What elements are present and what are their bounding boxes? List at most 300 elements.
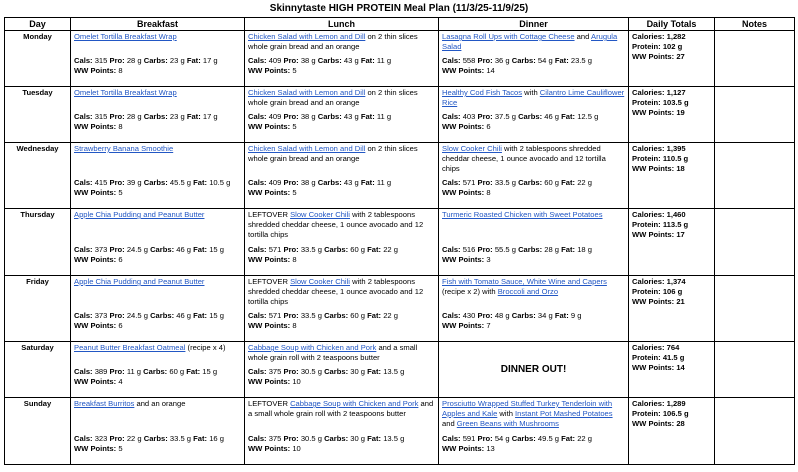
ww-points-value: 8 xyxy=(292,321,297,330)
nutrition-value-pro: 38 g xyxy=(300,56,316,65)
nutrition-label-carbs: Carbs: xyxy=(324,311,349,320)
meal-description xyxy=(442,399,625,429)
total-ww-value: 27 xyxy=(676,52,685,61)
nutrition-value-pro: 55.5 g xyxy=(494,245,516,254)
nutrition-value-fat: 12.5 g xyxy=(577,112,599,121)
spacer xyxy=(74,409,241,434)
meal-description xyxy=(248,32,435,52)
nutrition-value-pro: 33.5 g xyxy=(494,178,516,187)
ww-points-label: WW Points: xyxy=(442,66,485,75)
ww-points-line xyxy=(74,321,241,331)
nutrition-value-carbs: 43 g xyxy=(343,178,359,187)
recipe-link[interactable]: Cabbage Soup with Chicken and Pork xyxy=(290,399,419,408)
nutrition-label-pro: Pro: xyxy=(477,112,493,121)
nutrition-label-cals: Cals: xyxy=(442,311,461,320)
nutrition-label-carbs: Carbs: xyxy=(324,434,349,443)
dinner-cell xyxy=(439,398,629,465)
nutrition-label-pro: Pro: xyxy=(477,178,493,187)
recipe-link[interactable]: Broccoli and Orzo xyxy=(497,287,559,296)
nutrition-line xyxy=(74,367,241,377)
nutrition-value-fat: 11 g xyxy=(376,178,392,187)
nutrition-label-carbs: Carbs: xyxy=(150,245,175,254)
total-protein-label: Protein: xyxy=(632,409,661,418)
nutrition-label-cals: Cals: xyxy=(442,178,461,187)
total-ww-value: 14 xyxy=(676,363,685,372)
nutrition-label-fat: Fat: xyxy=(360,56,375,65)
day-row xyxy=(5,398,795,465)
meal-text: with xyxy=(497,409,516,418)
ww-points-value: 5 xyxy=(292,122,297,131)
nutrition-value-pro: 24.5 g xyxy=(126,311,148,320)
nutrition-label-fat: Fat: xyxy=(561,245,576,254)
nutrition-label-fat: Fat: xyxy=(360,112,375,121)
total-ww-label: WW Points: xyxy=(632,230,675,239)
ww-points-value: 6 xyxy=(118,321,123,330)
recipe-link[interactable]: Instant Pot Mashed Potatoes xyxy=(515,409,613,418)
recipe-link[interactable]: Arugula Salad xyxy=(442,32,618,51)
nutrition-label-cals: Cals: xyxy=(74,434,93,443)
total-protein-line xyxy=(632,287,711,297)
ww-points-line xyxy=(248,377,435,387)
lunch-cell xyxy=(245,31,439,87)
daily-totals-cell xyxy=(629,209,715,276)
ww-points-label: WW Points: xyxy=(442,321,485,330)
nutrition-line xyxy=(442,434,625,444)
nutrition-value-pro: 22 g xyxy=(126,434,142,443)
meal-description xyxy=(248,144,435,164)
ww-points-line xyxy=(248,66,435,76)
total-calories-line xyxy=(632,32,711,42)
total-ww-value: 18 xyxy=(676,164,685,173)
nutrition-value-cals: 409 xyxy=(268,56,282,65)
nutrition-label-fat: Fat: xyxy=(186,367,201,376)
meal-text: (recipe x 4) xyxy=(185,343,226,352)
total-calories-line xyxy=(632,399,711,409)
nutrition-label-cals: Cals: xyxy=(442,245,461,254)
ww-points-value: 5 xyxy=(292,66,297,75)
total-protein-value: 110.5 g xyxy=(662,154,689,163)
ww-points-line xyxy=(74,255,241,265)
nutrition-value-carbs: 45.5 g xyxy=(169,178,192,187)
recipe-link[interactable]: Cilantro Lime Cauliflower Rice xyxy=(442,88,625,107)
ww-points-label: WW Points: xyxy=(248,444,291,453)
total-ww-label: WW Points: xyxy=(632,419,675,428)
recipe-link[interactable]: Apple Chia Pudding and Peanut Butter xyxy=(74,277,205,286)
header-notes: Notes xyxy=(715,18,795,31)
nutrition-value-pro: 33.5 g xyxy=(300,311,322,320)
meal-description xyxy=(74,32,241,42)
total-ww-line xyxy=(632,164,711,174)
total-ww-value: 28 xyxy=(676,419,685,428)
dinner-cell xyxy=(439,342,629,398)
recipe-link[interactable]: Omelet Tortilla Breakfast Wrap xyxy=(74,32,177,41)
total-ww-label: WW Points: xyxy=(632,52,675,61)
breakfast-cell xyxy=(71,143,245,209)
nutrition-label-cals: Cals: xyxy=(74,112,93,121)
total-calories-line xyxy=(632,144,711,154)
nutrition-label-cals: Cals: xyxy=(248,178,267,187)
nutrition-value-fat: 23.5 g xyxy=(570,56,592,65)
spacer xyxy=(248,164,435,178)
ww-points-value: 8 xyxy=(118,66,123,75)
nutrition-label-pro: Pro: xyxy=(477,434,493,443)
nutrition-line xyxy=(74,245,241,255)
dinner-cell xyxy=(439,209,629,276)
ww-points-value: 5 xyxy=(292,188,297,197)
nutrition-label-carbs: Carbs: xyxy=(150,311,175,320)
nutrition-label-fat: Fat: xyxy=(360,178,375,187)
notes-cell[interactable] xyxy=(715,209,795,276)
total-protein-value: 41.5 g xyxy=(662,353,685,362)
day-row xyxy=(5,342,795,398)
meal-plan-table xyxy=(4,17,795,465)
notes-cell[interactable] xyxy=(715,342,795,398)
meal-description xyxy=(442,88,625,108)
total-calories-value: 1,395 xyxy=(666,144,686,153)
nutrition-label-carbs: Carbs: xyxy=(143,56,168,65)
nutrition-line xyxy=(74,311,241,321)
recipe-link[interactable]: Omelet Tortilla Breakfast Wrap xyxy=(74,88,177,97)
total-protein-value: 106.5 g xyxy=(662,409,689,418)
nutrition-value-cals: 516 xyxy=(462,245,476,254)
notes-cell[interactable] xyxy=(715,398,795,465)
nutrition-value-cals: 571 xyxy=(268,311,282,320)
nutrition-label-pro: Pro: xyxy=(109,112,125,121)
ww-points-value: 8 xyxy=(118,122,123,131)
nutrition-label-cals: Cals: xyxy=(248,311,267,320)
notes-cell[interactable] xyxy=(715,31,795,87)
ww-points-line xyxy=(74,188,241,198)
nutrition-value-fat: 11 g xyxy=(376,56,392,65)
nutrition-label-pro: Pro: xyxy=(109,178,125,187)
total-ww-label: WW Points: xyxy=(632,363,675,372)
nutrition-label-pro: Pro: xyxy=(109,434,125,443)
meal-text: LEFTOVER xyxy=(248,277,291,286)
nutrition-value-cals: 415 xyxy=(94,178,108,187)
nutrition-value-carbs: 34 g xyxy=(537,311,553,320)
total-calories-label: Calories: xyxy=(632,399,665,408)
ww-points-label: WW Points: xyxy=(248,122,291,131)
nutrition-label-cals: Cals: xyxy=(248,434,267,443)
meal-text: and a small whole grain roll with 2 teaspoons butter xyxy=(248,343,418,362)
nutrition-value-carbs: 60 g xyxy=(350,311,366,320)
ww-points-label: WW Points: xyxy=(74,377,117,386)
nutrition-line xyxy=(74,434,241,444)
meal-description xyxy=(442,210,625,220)
ww-points-value: 10 xyxy=(292,377,301,386)
meal-text: with 2 tablespoons shredded cheddar cheese, 1 ounce avocado and 12 tortilla chips xyxy=(442,144,606,173)
meal-text: on 2 thin slices whole grain bread and an orange xyxy=(248,144,418,163)
nutrition-value-pro: 28 g xyxy=(126,56,142,65)
header-dinner: Dinner xyxy=(439,18,629,31)
nutrition-label-cals: Cals: xyxy=(74,367,93,376)
recipe-link[interactable]: Slow Cooker Chili xyxy=(290,277,350,286)
nutrition-label-fat: Fat: xyxy=(561,178,576,187)
nutrition-value-pro: 37.5 g xyxy=(494,112,516,121)
nutrition-value-fat: 10.5 g xyxy=(209,178,231,187)
ww-points-label: WW Points: xyxy=(442,122,485,131)
day-label: Tuesday xyxy=(5,87,71,143)
nutrition-value-carbs: 46 g xyxy=(176,245,192,254)
meal-text: and xyxy=(574,32,592,41)
nutrition-value-cals: 430 xyxy=(462,311,476,320)
nutrition-value-pro: 30.5 g xyxy=(300,434,322,443)
spacer xyxy=(74,154,241,178)
nutrition-value-cals: 409 xyxy=(268,112,282,121)
dinner-cell xyxy=(439,87,629,143)
ww-points-line xyxy=(248,444,435,454)
nutrition-value-cals: 315 xyxy=(94,56,108,65)
recipe-link[interactable]: Peanut Butter Breakfast Oatmeal xyxy=(74,343,186,352)
spacer xyxy=(442,220,625,245)
recipe-link[interactable]: Prosciutto Wrapped Stuffed Turkey Tenderloin with Apples and Kale xyxy=(442,399,613,418)
total-calories-value: 1,127 xyxy=(666,88,686,97)
ww-points-value: 3 xyxy=(486,255,491,264)
ww-points-label: WW Points: xyxy=(442,444,485,453)
ww-points-value: 10 xyxy=(292,444,301,453)
lunch-cell xyxy=(245,209,439,276)
nutrition-value-fat: 22 g xyxy=(383,311,398,320)
total-protein-line xyxy=(632,42,711,52)
total-ww-value: 21 xyxy=(676,297,685,306)
nutrition-value-pro: 30.5 g xyxy=(300,367,322,376)
total-calories-label: Calories: xyxy=(632,277,665,286)
day-row xyxy=(5,209,795,276)
ww-points-label: WW Points: xyxy=(74,444,117,453)
nutrition-value-carbs: 46 g xyxy=(176,311,192,320)
nutrition-label-carbs: Carbs: xyxy=(317,56,342,65)
day-label: Saturday xyxy=(5,342,71,398)
nutrition-value-pro: 11 g xyxy=(126,367,142,376)
nutrition-value-cals: 373 xyxy=(94,245,108,254)
total-calories-label: Calories: xyxy=(632,343,665,352)
recipe-link[interactable]: Apple Chia Pudding and Peanut Butter xyxy=(74,210,205,219)
ww-points-label: WW Points: xyxy=(74,321,117,330)
ww-points-line xyxy=(74,444,241,454)
ww-points-line xyxy=(248,122,435,132)
ww-points-value: 8 xyxy=(292,255,297,264)
dinner-cell xyxy=(439,143,629,209)
nutrition-value-fat: 15 g xyxy=(209,245,224,254)
header-day: Day xyxy=(5,18,71,31)
nutrition-value-carbs: 49.5 g xyxy=(537,434,560,443)
nutrition-label-carbs: Carbs: xyxy=(518,245,543,254)
spacer xyxy=(248,419,435,434)
total-protein-label: Protein: xyxy=(632,220,661,229)
total-protein-value: 113.5 g xyxy=(662,220,689,229)
nutrition-value-carbs: 60 g xyxy=(169,367,185,376)
ww-points-line xyxy=(74,377,241,387)
nutrition-label-pro: Pro: xyxy=(109,56,125,65)
meal-description xyxy=(74,277,241,287)
meal-text: LEFTOVER xyxy=(248,210,291,219)
nutrition-label-carbs: Carbs: xyxy=(143,178,168,187)
meal-description xyxy=(442,32,625,52)
ww-points-label: WW Points: xyxy=(248,321,291,330)
total-ww-label: WW Points: xyxy=(632,297,675,306)
total-calories-value: 1,282 xyxy=(666,32,686,41)
breakfast-cell xyxy=(71,276,245,342)
meal-description xyxy=(74,343,241,353)
recipe-link[interactable]: Chicken Salad with Lemon and Dill xyxy=(248,88,366,97)
ww-points-value: 5 xyxy=(118,444,123,453)
recipe-link[interactable]: Chicken Salad with Lemon and Dill xyxy=(248,144,366,153)
notes-cell[interactable] xyxy=(715,276,795,342)
ww-points-value: 7 xyxy=(486,321,491,330)
total-protein-line xyxy=(632,409,711,419)
nutrition-value-carbs: 23 g xyxy=(169,112,185,121)
ww-points-line xyxy=(248,188,435,198)
lunch-cell xyxy=(245,398,439,465)
recipe-link[interactable]: Strawberry Banana Smoothie xyxy=(74,144,174,153)
nutrition-value-pro: 38 g xyxy=(300,112,316,121)
nutrition-value-fat: 9 g xyxy=(570,311,582,320)
nutrition-value-pro: 36 g xyxy=(494,56,510,65)
nutrition-line xyxy=(74,112,241,122)
ww-points-value: 4 xyxy=(118,377,123,386)
ww-points-label: WW Points: xyxy=(74,188,117,197)
nutrition-value-carbs: 30 g xyxy=(350,434,366,443)
breakfast-cell xyxy=(71,342,245,398)
nutrition-label-cals: Cals: xyxy=(74,245,93,254)
nutrition-label-carbs: Carbs: xyxy=(324,367,349,376)
notes-cell[interactable] xyxy=(715,87,795,143)
nutrition-label-cals: Cals: xyxy=(74,311,93,320)
nutrition-value-cals: 389 xyxy=(94,367,108,376)
nutrition-value-cals: 409 xyxy=(268,178,282,187)
day-label: Sunday xyxy=(5,398,71,465)
nutrition-value-fat: 13.5 g xyxy=(383,367,405,376)
daily-totals-cell xyxy=(629,143,715,209)
total-ww-label: WW Points: xyxy=(632,108,675,117)
nutrition-label-pro: Pro: xyxy=(283,178,299,187)
notes-cell[interactable] xyxy=(715,143,795,209)
meal-description xyxy=(442,277,625,297)
daily-totals-cell xyxy=(629,31,715,87)
nutrition-value-carbs: 46 g xyxy=(544,112,560,121)
nutrition-label-cals: Cals: xyxy=(442,56,461,65)
recipe-link[interactable]: Cabbage Soup with Chicken and Pork xyxy=(248,343,377,352)
total-calories-value: 764 xyxy=(666,343,680,352)
day-row xyxy=(5,143,795,209)
ww-points-line xyxy=(248,255,435,265)
lunch-cell xyxy=(245,143,439,209)
nutrition-label-pro: Pro: xyxy=(283,112,299,121)
nutrition-label-fat: Fat: xyxy=(186,112,201,121)
lunch-cell xyxy=(245,342,439,398)
nutrition-value-cals: 373 xyxy=(94,311,108,320)
recipe-link[interactable]: Green Beans with Mushrooms xyxy=(456,419,559,428)
recipe-link[interactable]: Slow Cooker Chili xyxy=(290,210,350,219)
ww-points-value: 14 xyxy=(486,66,495,75)
spacer xyxy=(74,98,241,112)
meal-description xyxy=(74,210,241,220)
ww-points-value: 6 xyxy=(486,122,491,131)
nutrition-value-carbs: 43 g xyxy=(343,112,359,121)
nutrition-label-pro: Pro: xyxy=(477,245,493,254)
meal-text: and an orange xyxy=(134,399,186,408)
nutrition-value-cals: 323 xyxy=(94,434,108,443)
nutrition-line xyxy=(248,178,435,188)
meal-text: on 2 thin slices whole grain bread and an orange xyxy=(248,88,418,107)
recipe-link[interactable]: Lasagna Roll Ups with Cottage Cheese xyxy=(442,32,575,41)
total-ww-line xyxy=(632,297,711,307)
total-ww-line xyxy=(632,230,711,240)
ww-points-value: 5 xyxy=(118,188,123,197)
day-label: Monday xyxy=(5,31,71,87)
breakfast-cell xyxy=(71,209,245,276)
ww-points-label: WW Points: xyxy=(248,255,291,264)
ww-points-label: WW Points: xyxy=(442,255,485,264)
dinner-cell xyxy=(439,276,629,342)
meal-description xyxy=(74,399,241,409)
total-protein-value: 106 g xyxy=(662,287,683,296)
nutrition-value-pro: 48 g xyxy=(494,311,510,320)
nutrition-label-fat: Fat: xyxy=(367,245,382,254)
nutrition-label-carbs: Carbs: xyxy=(518,178,543,187)
nutrition-value-carbs: 54 g xyxy=(537,56,553,65)
meal-description xyxy=(248,343,435,363)
nutrition-line xyxy=(442,56,625,66)
total-protein-line xyxy=(632,154,711,164)
total-ww-value: 19 xyxy=(676,108,685,117)
meal-text: and a small whole grain roll with 2 teaspoons butter xyxy=(248,399,434,418)
nutrition-label-carbs: Carbs: xyxy=(511,56,536,65)
nutrition-value-fat: 13.5 g xyxy=(383,434,405,443)
meal-text: LEFTOVER xyxy=(248,399,291,408)
day-label: Friday xyxy=(5,276,71,342)
day-label: Thursday xyxy=(5,209,71,276)
nutrition-line xyxy=(74,178,241,188)
nutrition-label-pro: Pro: xyxy=(477,311,493,320)
spacer xyxy=(74,287,241,311)
total-ww-line xyxy=(632,108,711,118)
nutrition-label-cals: Cals: xyxy=(442,112,461,121)
nutrition-value-fat: 15 g xyxy=(202,367,218,376)
meal-text: with xyxy=(522,88,540,97)
meal-text: on 2 thin slices whole grain bread and an orange xyxy=(248,32,418,51)
meal-text: with 2 tablespoons shredded cheddar cheese, 1 ounce avocado and 12 tortilla chips xyxy=(248,277,424,306)
recipe-link[interactable]: Slow Cooker Chili xyxy=(442,144,502,153)
ww-points-line xyxy=(442,122,625,132)
spacer xyxy=(74,353,241,367)
recipe-link[interactable]: Turmeric Roasted Chicken with Sweet Potatoes xyxy=(442,210,603,219)
meal-text: (recipe x 2) with xyxy=(442,287,498,296)
ww-points-line xyxy=(74,66,241,76)
nutrition-label-carbs: Carbs: xyxy=(511,311,536,320)
nutrition-line xyxy=(248,367,435,377)
nutrition-label-pro: Pro: xyxy=(477,56,493,65)
ww-points-line xyxy=(442,444,625,454)
nutrition-label-fat: Fat: xyxy=(561,434,576,443)
ww-points-label: WW Points: xyxy=(74,255,117,264)
nutrition-line xyxy=(248,245,435,255)
recipe-link[interactable]: Breakfast Burritos xyxy=(74,399,135,408)
recipe-link[interactable]: Chicken Salad with Lemon and Dill xyxy=(248,32,366,41)
nutrition-label-pro: Pro: xyxy=(283,367,299,376)
recipe-link[interactable]: Fish with Tomato Sauce, White Wine and Capers xyxy=(442,277,607,286)
total-calories-value: 1,289 xyxy=(666,399,686,408)
total-ww-line xyxy=(632,52,711,62)
total-calories-label: Calories: xyxy=(632,32,665,41)
recipe-link[interactable]: Healthy Cod Fish Tacos xyxy=(442,88,523,97)
nutrition-label-cals: Cals: xyxy=(248,112,267,121)
nutrition-value-pro: 54 g xyxy=(494,434,510,443)
meal-description xyxy=(248,210,435,240)
nutrition-line xyxy=(442,311,625,321)
total-calories-line xyxy=(632,343,711,353)
nutrition-line xyxy=(442,112,625,122)
